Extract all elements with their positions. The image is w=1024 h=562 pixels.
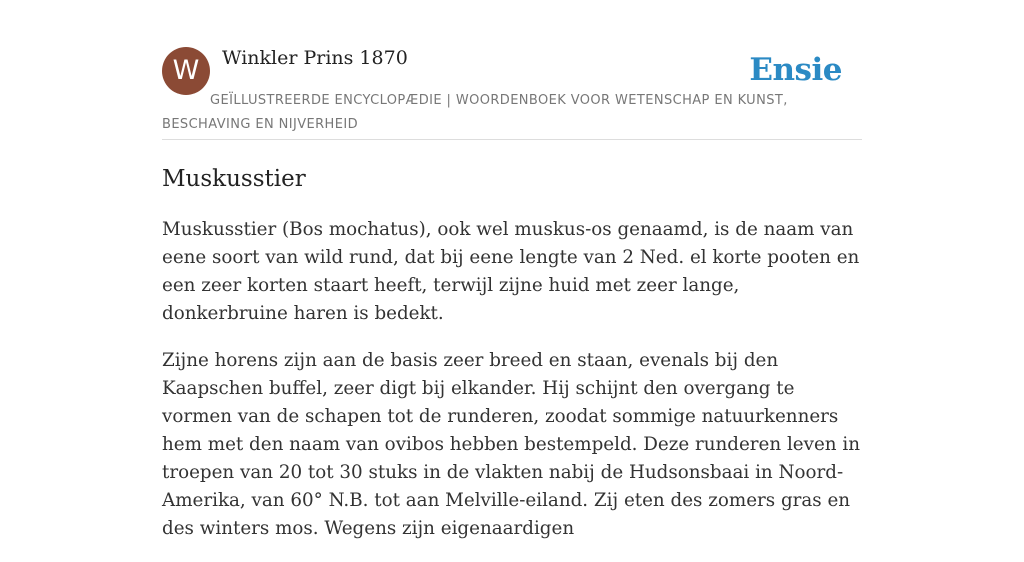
source-subtitle: GEÏLLUSTREERDE ENCYCLOPÆDIE | WOORDENBOEK VOOR WETENSCHAP EN KUNST, BESCHAVING EN NIJVERHEID [162, 93, 788, 132]
article-paragraph: Muskusstier (Bos mochatus), ook wel muskus-os genaamd, is de naam van eene soort van wild rund, dat bij eene lengte van 2 Ned. el korte pooten en een zeer korten staart heeft, terwijl zijne huid met zeer lange, donkerbruine haren is bedekt. [162, 219, 860, 324]
article-title: Muskusstier [162, 166, 306, 192]
article-body [162, 216, 862, 562]
avatar[interactable]: W [162, 47, 210, 95]
header-divider [162, 139, 862, 140]
source-title[interactable]: Winkler Prins 1870 [222, 47, 408, 69]
ensie-logo[interactable]: Ensie [749, 52, 842, 88]
article-paragraph: Zijne horens zijn aan de basis zeer breed en staan, evenals bij den Kaapschen buffel, zeer digt bij elkander. Hij schijnt den overgang te vormen van de schapen tot de runderen, zoodat sommige natuurkenners hem met den naam van ovibos hebben bestempeld. Deze runderen leven in troepen van 20 tot 30 stuks in de vlakten nabij de Hudsonsbaai in Noord-Amerika, van 60° N.B. tot aan Melville-eiland. Zij eten des zomers gras en des winters mos. Wegens zijn eigenaardigen [162, 350, 860, 539]
